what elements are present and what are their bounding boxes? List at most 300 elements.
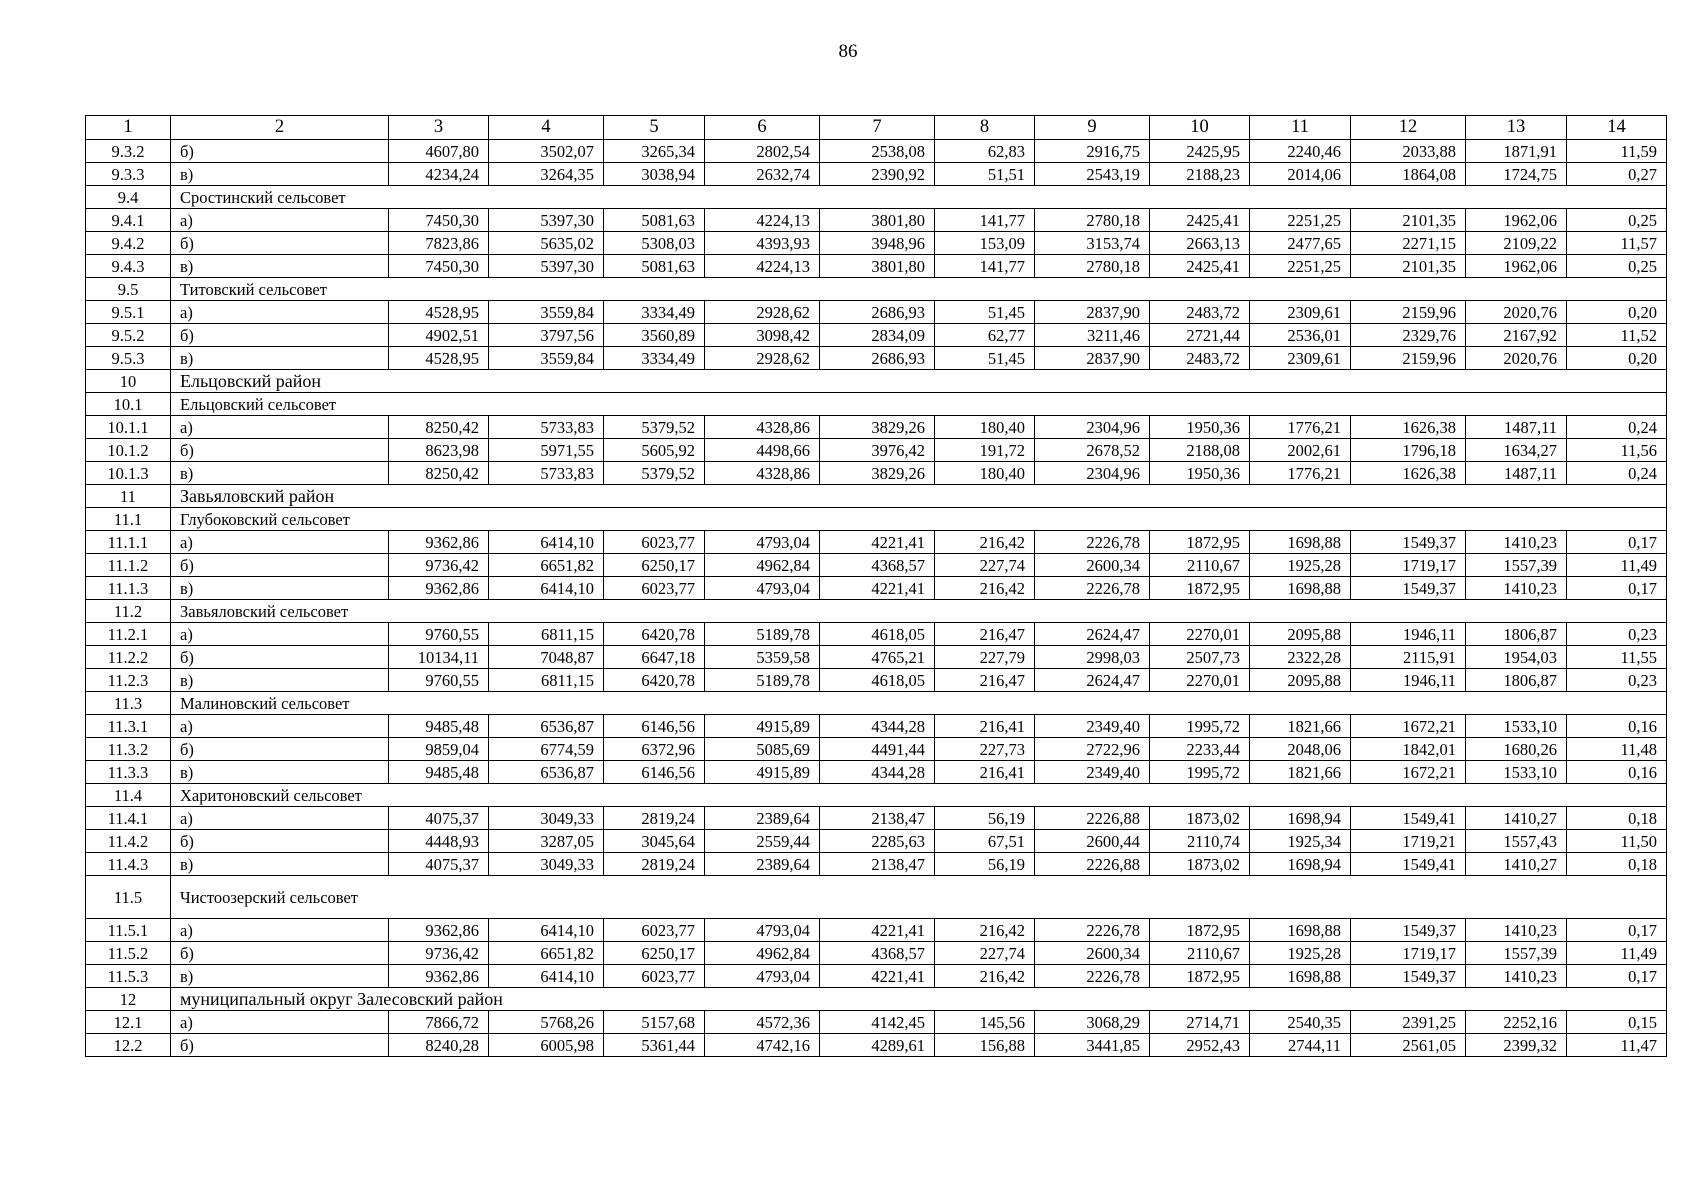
value-cell: 4528,95 xyxy=(389,301,489,324)
value-cell: 3287,05 xyxy=(489,830,604,853)
value-cell: 1946,11 xyxy=(1351,623,1466,646)
subsection-title: Чистоозерский сельсовет xyxy=(171,876,1667,919)
value-cell: 11,57 xyxy=(1567,232,1667,255)
row-id-cell: 10 xyxy=(86,370,171,393)
value-cell: 4742,16 xyxy=(705,1034,820,1057)
value-cell: 5308,03 xyxy=(604,232,705,255)
subsection-title: Глубоковский сельсовет xyxy=(171,508,1667,531)
row-id-cell: 11.3.2 xyxy=(86,738,171,761)
value-cell: 2483,72 xyxy=(1150,347,1250,370)
value-cell: 6414,10 xyxy=(489,577,604,600)
value-cell: 2251,25 xyxy=(1250,209,1351,232)
value-cell: 180,40 xyxy=(935,416,1035,439)
value-cell: 1806,87 xyxy=(1466,623,1567,646)
value-cell: 2399,32 xyxy=(1466,1034,1567,1057)
row-id-cell: 11.1.3 xyxy=(86,577,171,600)
value-cell: 1549,37 xyxy=(1351,919,1466,942)
value-cell: 216,42 xyxy=(935,919,1035,942)
value-cell: 0,24 xyxy=(1567,462,1667,485)
value-cell: 11,52 xyxy=(1567,324,1667,347)
value-cell: 5768,26 xyxy=(489,1011,604,1034)
value-cell: 6146,56 xyxy=(604,715,705,738)
row-label-cell: б) xyxy=(171,232,389,255)
value-cell: 6811,15 xyxy=(489,669,604,692)
value-cell: 0,18 xyxy=(1567,807,1667,830)
value-cell: 3829,26 xyxy=(820,462,935,485)
row-label-cell: а) xyxy=(171,919,389,942)
value-cell: 1776,21 xyxy=(1250,416,1351,439)
value-cell: 2095,88 xyxy=(1250,669,1351,692)
row-id-cell: 9.4.3 xyxy=(86,255,171,278)
value-cell: 1533,10 xyxy=(1466,715,1567,738)
value-cell: 1410,23 xyxy=(1466,577,1567,600)
page-number: 86 xyxy=(838,41,858,62)
value-cell: 1925,34 xyxy=(1250,830,1351,853)
value-cell: 7823,86 xyxy=(389,232,489,255)
value-cell: 2536,01 xyxy=(1250,324,1351,347)
value-cell: 141,77 xyxy=(935,255,1035,278)
value-cell: 1626,38 xyxy=(1351,462,1466,485)
subsection-title: Титовский сельсовет xyxy=(171,278,1667,301)
row-label-cell: в) xyxy=(171,255,389,278)
value-cell: 227,79 xyxy=(935,646,1035,669)
value-cell: 2663,13 xyxy=(1150,232,1250,255)
value-cell: 9760,55 xyxy=(389,623,489,646)
value-cell: 4765,21 xyxy=(820,646,935,669)
table-row xyxy=(86,1034,1667,1057)
value-cell: 8250,42 xyxy=(389,416,489,439)
row-id-cell: 9.4.2 xyxy=(86,232,171,255)
value-cell: 2020,76 xyxy=(1466,347,1567,370)
section-row xyxy=(86,370,1667,393)
value-cell: 4075,37 xyxy=(389,807,489,830)
value-cell: 2329,76 xyxy=(1351,324,1466,347)
column-header: 3 xyxy=(389,116,489,140)
row-id-cell: 11.5.2 xyxy=(86,942,171,965)
column-header: 5 xyxy=(604,116,705,140)
value-cell: 4915,89 xyxy=(705,715,820,738)
value-cell: 5379,52 xyxy=(604,416,705,439)
value-cell: 1487,11 xyxy=(1466,416,1567,439)
value-cell: 2391,25 xyxy=(1351,1011,1466,1034)
table-row xyxy=(86,715,1667,738)
value-cell: 2624,47 xyxy=(1035,669,1150,692)
value-cell: 1806,87 xyxy=(1466,669,1567,692)
value-cell: 2559,44 xyxy=(705,830,820,853)
row-id-cell: 11.2 xyxy=(86,600,171,623)
value-cell: 4915,89 xyxy=(705,761,820,784)
value-cell: 2722,96 xyxy=(1035,738,1150,761)
value-cell: 3045,64 xyxy=(604,830,705,853)
value-cell: 2226,78 xyxy=(1035,919,1150,942)
value-cell: 4234,24 xyxy=(389,163,489,186)
value-cell: 51,51 xyxy=(935,163,1035,186)
table-row xyxy=(86,761,1667,784)
row-label-cell: б) xyxy=(171,738,389,761)
value-cell: 3038,94 xyxy=(604,163,705,186)
value-cell: 2309,61 xyxy=(1250,347,1351,370)
column-header: 1 xyxy=(86,116,171,140)
table-row xyxy=(86,1011,1667,1034)
subsection-title: Завьяловский сельсовет xyxy=(171,600,1667,623)
tariff-table xyxy=(85,115,1667,1057)
value-cell: 5971,55 xyxy=(489,439,604,462)
value-cell: 4368,57 xyxy=(820,942,935,965)
value-cell: 8623,98 xyxy=(389,439,489,462)
table-row xyxy=(86,140,1667,163)
value-cell: 1872,95 xyxy=(1150,919,1250,942)
value-cell: 1698,88 xyxy=(1250,577,1351,600)
value-cell: 3559,84 xyxy=(489,347,604,370)
subsection-title: Ельцовский сельсовет xyxy=(171,393,1667,416)
column-header: 4 xyxy=(489,116,604,140)
row-label-cell: в) xyxy=(171,163,389,186)
value-cell: 2159,96 xyxy=(1351,347,1466,370)
value-cell: 4618,05 xyxy=(820,669,935,692)
value-cell: 4368,57 xyxy=(820,554,935,577)
value-cell: 4793,04 xyxy=(705,919,820,942)
value-cell: 56,19 xyxy=(935,807,1035,830)
row-id-cell: 10.1.2 xyxy=(86,439,171,462)
value-cell: 11,50 xyxy=(1567,830,1667,853)
value-cell: 2802,54 xyxy=(705,140,820,163)
value-cell: 141,77 xyxy=(935,209,1035,232)
value-cell: 56,19 xyxy=(935,853,1035,876)
value-cell: 1410,27 xyxy=(1466,853,1567,876)
value-cell: 1557,39 xyxy=(1466,554,1567,577)
row-id-cell: 9.3.3 xyxy=(86,163,171,186)
row-id-cell: 11.2.2 xyxy=(86,646,171,669)
subsection-row xyxy=(86,393,1667,416)
row-label-cell: в) xyxy=(171,347,389,370)
table-row xyxy=(86,738,1667,761)
value-cell: 9485,48 xyxy=(389,715,489,738)
row-id-cell: 11.4.3 xyxy=(86,853,171,876)
value-cell: 11,56 xyxy=(1567,439,1667,462)
value-cell: 5361,44 xyxy=(604,1034,705,1057)
value-cell: 1549,41 xyxy=(1351,853,1466,876)
section-row xyxy=(86,988,1667,1011)
value-cell: 1698,88 xyxy=(1250,965,1351,988)
value-cell: 4793,04 xyxy=(705,965,820,988)
row-id-cell: 9.3.2 xyxy=(86,140,171,163)
row-id-cell: 11.4.2 xyxy=(86,830,171,853)
value-cell: 3441,85 xyxy=(1035,1034,1150,1057)
value-cell: 2834,09 xyxy=(820,324,935,347)
value-cell: 3049,33 xyxy=(489,807,604,830)
row-id-cell: 11.3 xyxy=(86,692,171,715)
value-cell: 216,42 xyxy=(935,531,1035,554)
value-cell: 2159,96 xyxy=(1351,301,1466,324)
table-row xyxy=(86,232,1667,255)
subsection-title: Харитоновский сельсовет xyxy=(171,784,1667,807)
row-id-cell: 12 xyxy=(86,988,171,1011)
value-cell: 4221,41 xyxy=(820,577,935,600)
row-id-cell: 11.1.2 xyxy=(86,554,171,577)
subsection-row xyxy=(86,876,1667,919)
value-cell: 1872,95 xyxy=(1150,577,1250,600)
value-cell: 2600,34 xyxy=(1035,554,1150,577)
value-cell: 9736,42 xyxy=(389,554,489,577)
row-label-cell: б) xyxy=(171,830,389,853)
value-cell: 2425,41 xyxy=(1150,209,1250,232)
value-cell: 0,23 xyxy=(1567,669,1667,692)
row-id-cell: 9.5.1 xyxy=(86,301,171,324)
value-cell: 5605,92 xyxy=(604,439,705,462)
value-cell: 6023,77 xyxy=(604,577,705,600)
value-cell: 11,49 xyxy=(1567,942,1667,965)
value-cell: 5379,52 xyxy=(604,462,705,485)
value-cell: 5359,58 xyxy=(705,646,820,669)
table-row xyxy=(86,807,1667,830)
value-cell: 1672,21 xyxy=(1351,761,1466,784)
value-cell: 3098,42 xyxy=(705,324,820,347)
table-row xyxy=(86,209,1667,232)
row-label-cell: в) xyxy=(171,965,389,988)
value-cell: 1410,23 xyxy=(1466,965,1567,988)
value-cell: 5733,83 xyxy=(489,462,604,485)
row-label-cell: б) xyxy=(171,140,389,163)
value-cell: 0,20 xyxy=(1567,301,1667,324)
value-cell: 6005,98 xyxy=(489,1034,604,1057)
value-cell: 1680,26 xyxy=(1466,738,1567,761)
row-label-cell: в) xyxy=(171,462,389,485)
value-cell: 4344,28 xyxy=(820,761,935,784)
value-cell: 3211,46 xyxy=(1035,324,1150,347)
section-title: Завьяловский район xyxy=(171,485,1667,508)
value-cell: 9859,04 xyxy=(389,738,489,761)
value-cell: 4075,37 xyxy=(389,853,489,876)
section-title: муниципальный округ Залесовский район xyxy=(171,988,1667,1011)
value-cell: 4224,13 xyxy=(705,209,820,232)
value-cell: 5081,63 xyxy=(604,255,705,278)
column-header: 14 xyxy=(1567,116,1667,140)
value-cell: 2322,28 xyxy=(1250,646,1351,669)
value-cell: 2226,88 xyxy=(1035,853,1150,876)
value-cell: 2714,71 xyxy=(1150,1011,1250,1034)
row-label-cell: а) xyxy=(171,301,389,324)
value-cell: 0,18 xyxy=(1567,853,1667,876)
column-header: 2 xyxy=(171,116,389,140)
row-id-cell: 9.5.3 xyxy=(86,347,171,370)
value-cell: 1410,23 xyxy=(1466,919,1567,942)
value-cell: 2678,52 xyxy=(1035,439,1150,462)
row-id-cell: 11.5 xyxy=(86,876,171,919)
value-cell: 2138,47 xyxy=(820,853,935,876)
value-cell: 216,42 xyxy=(935,965,1035,988)
value-cell: 216,41 xyxy=(935,715,1035,738)
value-cell: 2095,88 xyxy=(1250,623,1351,646)
value-cell: 227,74 xyxy=(935,942,1035,965)
row-label-cell: а) xyxy=(171,715,389,738)
value-cell: 9485,48 xyxy=(389,761,489,784)
value-cell: 2285,63 xyxy=(820,830,935,853)
value-cell: 2033,88 xyxy=(1351,140,1466,163)
value-cell: 2270,01 xyxy=(1150,623,1250,646)
value-cell: 4221,41 xyxy=(820,965,935,988)
value-cell: 4962,84 xyxy=(705,554,820,577)
value-cell: 2309,61 xyxy=(1250,301,1351,324)
value-cell: 4328,86 xyxy=(705,416,820,439)
value-cell: 1698,94 xyxy=(1250,853,1351,876)
value-cell: 2928,62 xyxy=(705,347,820,370)
value-cell: 3948,96 xyxy=(820,232,935,255)
value-cell: 9760,55 xyxy=(389,669,489,692)
value-cell: 2507,73 xyxy=(1150,646,1250,669)
table-body xyxy=(86,140,1667,1057)
value-cell: 4618,05 xyxy=(820,623,935,646)
value-cell: 1962,06 xyxy=(1466,209,1567,232)
value-cell: 6250,17 xyxy=(604,942,705,965)
value-cell: 1724,75 xyxy=(1466,163,1567,186)
value-cell: 4393,93 xyxy=(705,232,820,255)
value-cell: 10134,11 xyxy=(389,646,489,669)
value-cell: 5189,78 xyxy=(705,669,820,692)
row-label-cell: б) xyxy=(171,554,389,577)
row-id-cell: 11.2.3 xyxy=(86,669,171,692)
value-cell: 2233,44 xyxy=(1150,738,1250,761)
value-cell: 227,74 xyxy=(935,554,1035,577)
value-cell: 3334,49 xyxy=(604,301,705,324)
column-header: 6 xyxy=(705,116,820,140)
value-cell: 2138,47 xyxy=(820,807,935,830)
table-row xyxy=(86,919,1667,942)
value-cell: 6811,15 xyxy=(489,623,604,646)
row-id-cell: 11.1 xyxy=(86,508,171,531)
value-cell: 2837,90 xyxy=(1035,347,1150,370)
value-cell: 11,48 xyxy=(1567,738,1667,761)
table-row xyxy=(86,531,1667,554)
column-header: 9 xyxy=(1035,116,1150,140)
value-cell: 0,23 xyxy=(1567,623,1667,646)
value-cell: 2686,93 xyxy=(820,301,935,324)
value-cell: 227,73 xyxy=(935,738,1035,761)
value-cell: 0,20 xyxy=(1567,347,1667,370)
value-cell: 6414,10 xyxy=(489,919,604,942)
value-cell: 2002,61 xyxy=(1250,439,1351,462)
value-cell: 2561,05 xyxy=(1351,1034,1466,1057)
subsection-row xyxy=(86,508,1667,531)
value-cell: 2390,92 xyxy=(820,163,935,186)
value-cell: 4528,95 xyxy=(389,347,489,370)
value-cell: 3068,29 xyxy=(1035,1011,1150,1034)
table-row xyxy=(86,646,1667,669)
value-cell: 3334,49 xyxy=(604,347,705,370)
value-cell: 2543,19 xyxy=(1035,163,1150,186)
value-cell: 2226,78 xyxy=(1035,531,1150,554)
value-cell: 6651,82 xyxy=(489,554,604,577)
value-cell: 4607,80 xyxy=(389,140,489,163)
value-cell: 1776,21 xyxy=(1250,462,1351,485)
row-id-cell: 12.1 xyxy=(86,1011,171,1034)
value-cell: 1962,06 xyxy=(1466,255,1567,278)
value-cell: 11,55 xyxy=(1567,646,1667,669)
value-cell: 153,09 xyxy=(935,232,1035,255)
value-cell: 3976,42 xyxy=(820,439,935,462)
subsection-title: Малиновский сельсовет xyxy=(171,692,1667,715)
value-cell: 2014,06 xyxy=(1250,163,1351,186)
value-cell: 6536,87 xyxy=(489,761,604,784)
header-row xyxy=(86,116,1667,140)
value-cell: 2252,16 xyxy=(1466,1011,1567,1034)
column-header: 7 xyxy=(820,116,935,140)
value-cell: 2048,06 xyxy=(1250,738,1351,761)
subsection-row xyxy=(86,692,1667,715)
value-cell: 145,56 xyxy=(935,1011,1035,1034)
value-cell: 6420,78 xyxy=(604,669,705,692)
value-cell: 7048,87 xyxy=(489,646,604,669)
subsection-row xyxy=(86,600,1667,623)
column-header: 12 xyxy=(1351,116,1466,140)
row-id-cell: 9.4.1 xyxy=(86,209,171,232)
row-label-cell: б) xyxy=(171,646,389,669)
value-cell: 2600,44 xyxy=(1035,830,1150,853)
value-cell: 2624,47 xyxy=(1035,623,1150,646)
table-row xyxy=(86,163,1667,186)
value-cell: 4221,41 xyxy=(820,919,935,942)
row-id-cell: 11.4 xyxy=(86,784,171,807)
value-cell: 2304,96 xyxy=(1035,416,1150,439)
value-cell: 216,47 xyxy=(935,623,1035,646)
value-cell: 2349,40 xyxy=(1035,715,1150,738)
value-cell: 3801,80 xyxy=(820,255,935,278)
value-cell: 1634,27 xyxy=(1466,439,1567,462)
value-cell: 1950,36 xyxy=(1150,416,1250,439)
section-title: Ельцовский район xyxy=(171,370,1667,393)
subsection-row xyxy=(86,278,1667,301)
row-label-cell: б) xyxy=(171,439,389,462)
value-cell: 5189,78 xyxy=(705,623,820,646)
value-cell: 2483,72 xyxy=(1150,301,1250,324)
value-cell: 1698,88 xyxy=(1250,531,1351,554)
value-cell: 2110,74 xyxy=(1150,830,1250,853)
value-cell: 7450,30 xyxy=(389,255,489,278)
value-cell: 0,16 xyxy=(1567,715,1667,738)
column-header: 13 xyxy=(1466,116,1567,140)
row-id-cell: 11.3.1 xyxy=(86,715,171,738)
value-cell: 3264,35 xyxy=(489,163,604,186)
value-cell: 2389,64 xyxy=(705,853,820,876)
row-id-cell: 11 xyxy=(86,485,171,508)
value-cell: 1873,02 xyxy=(1150,853,1250,876)
row-id-cell: 10.1.3 xyxy=(86,462,171,485)
value-cell: 1950,36 xyxy=(1150,462,1250,485)
table-row xyxy=(86,965,1667,988)
value-cell: 2477,65 xyxy=(1250,232,1351,255)
row-id-cell: 11.2.1 xyxy=(86,623,171,646)
value-cell: 1925,28 xyxy=(1250,554,1351,577)
value-cell: 0,24 xyxy=(1567,416,1667,439)
value-cell: 4498,66 xyxy=(705,439,820,462)
value-cell: 2188,23 xyxy=(1150,163,1250,186)
value-cell: 2837,90 xyxy=(1035,301,1150,324)
value-cell: 1557,43 xyxy=(1466,830,1567,853)
table-row xyxy=(86,942,1667,965)
value-cell: 9362,86 xyxy=(389,965,489,988)
value-cell: 1698,88 xyxy=(1250,919,1351,942)
value-cell: 1864,08 xyxy=(1351,163,1466,186)
value-cell: 216,42 xyxy=(935,577,1035,600)
value-cell: 1873,02 xyxy=(1150,807,1250,830)
value-cell: 5081,63 xyxy=(604,209,705,232)
value-cell: 3829,26 xyxy=(820,416,935,439)
value-cell: 2167,92 xyxy=(1466,324,1567,347)
value-cell: 2270,01 xyxy=(1150,669,1250,692)
value-cell: 51,45 xyxy=(935,301,1035,324)
value-cell: 2721,44 xyxy=(1150,324,1250,347)
value-cell: 2188,08 xyxy=(1150,439,1250,462)
table-row xyxy=(86,416,1667,439)
